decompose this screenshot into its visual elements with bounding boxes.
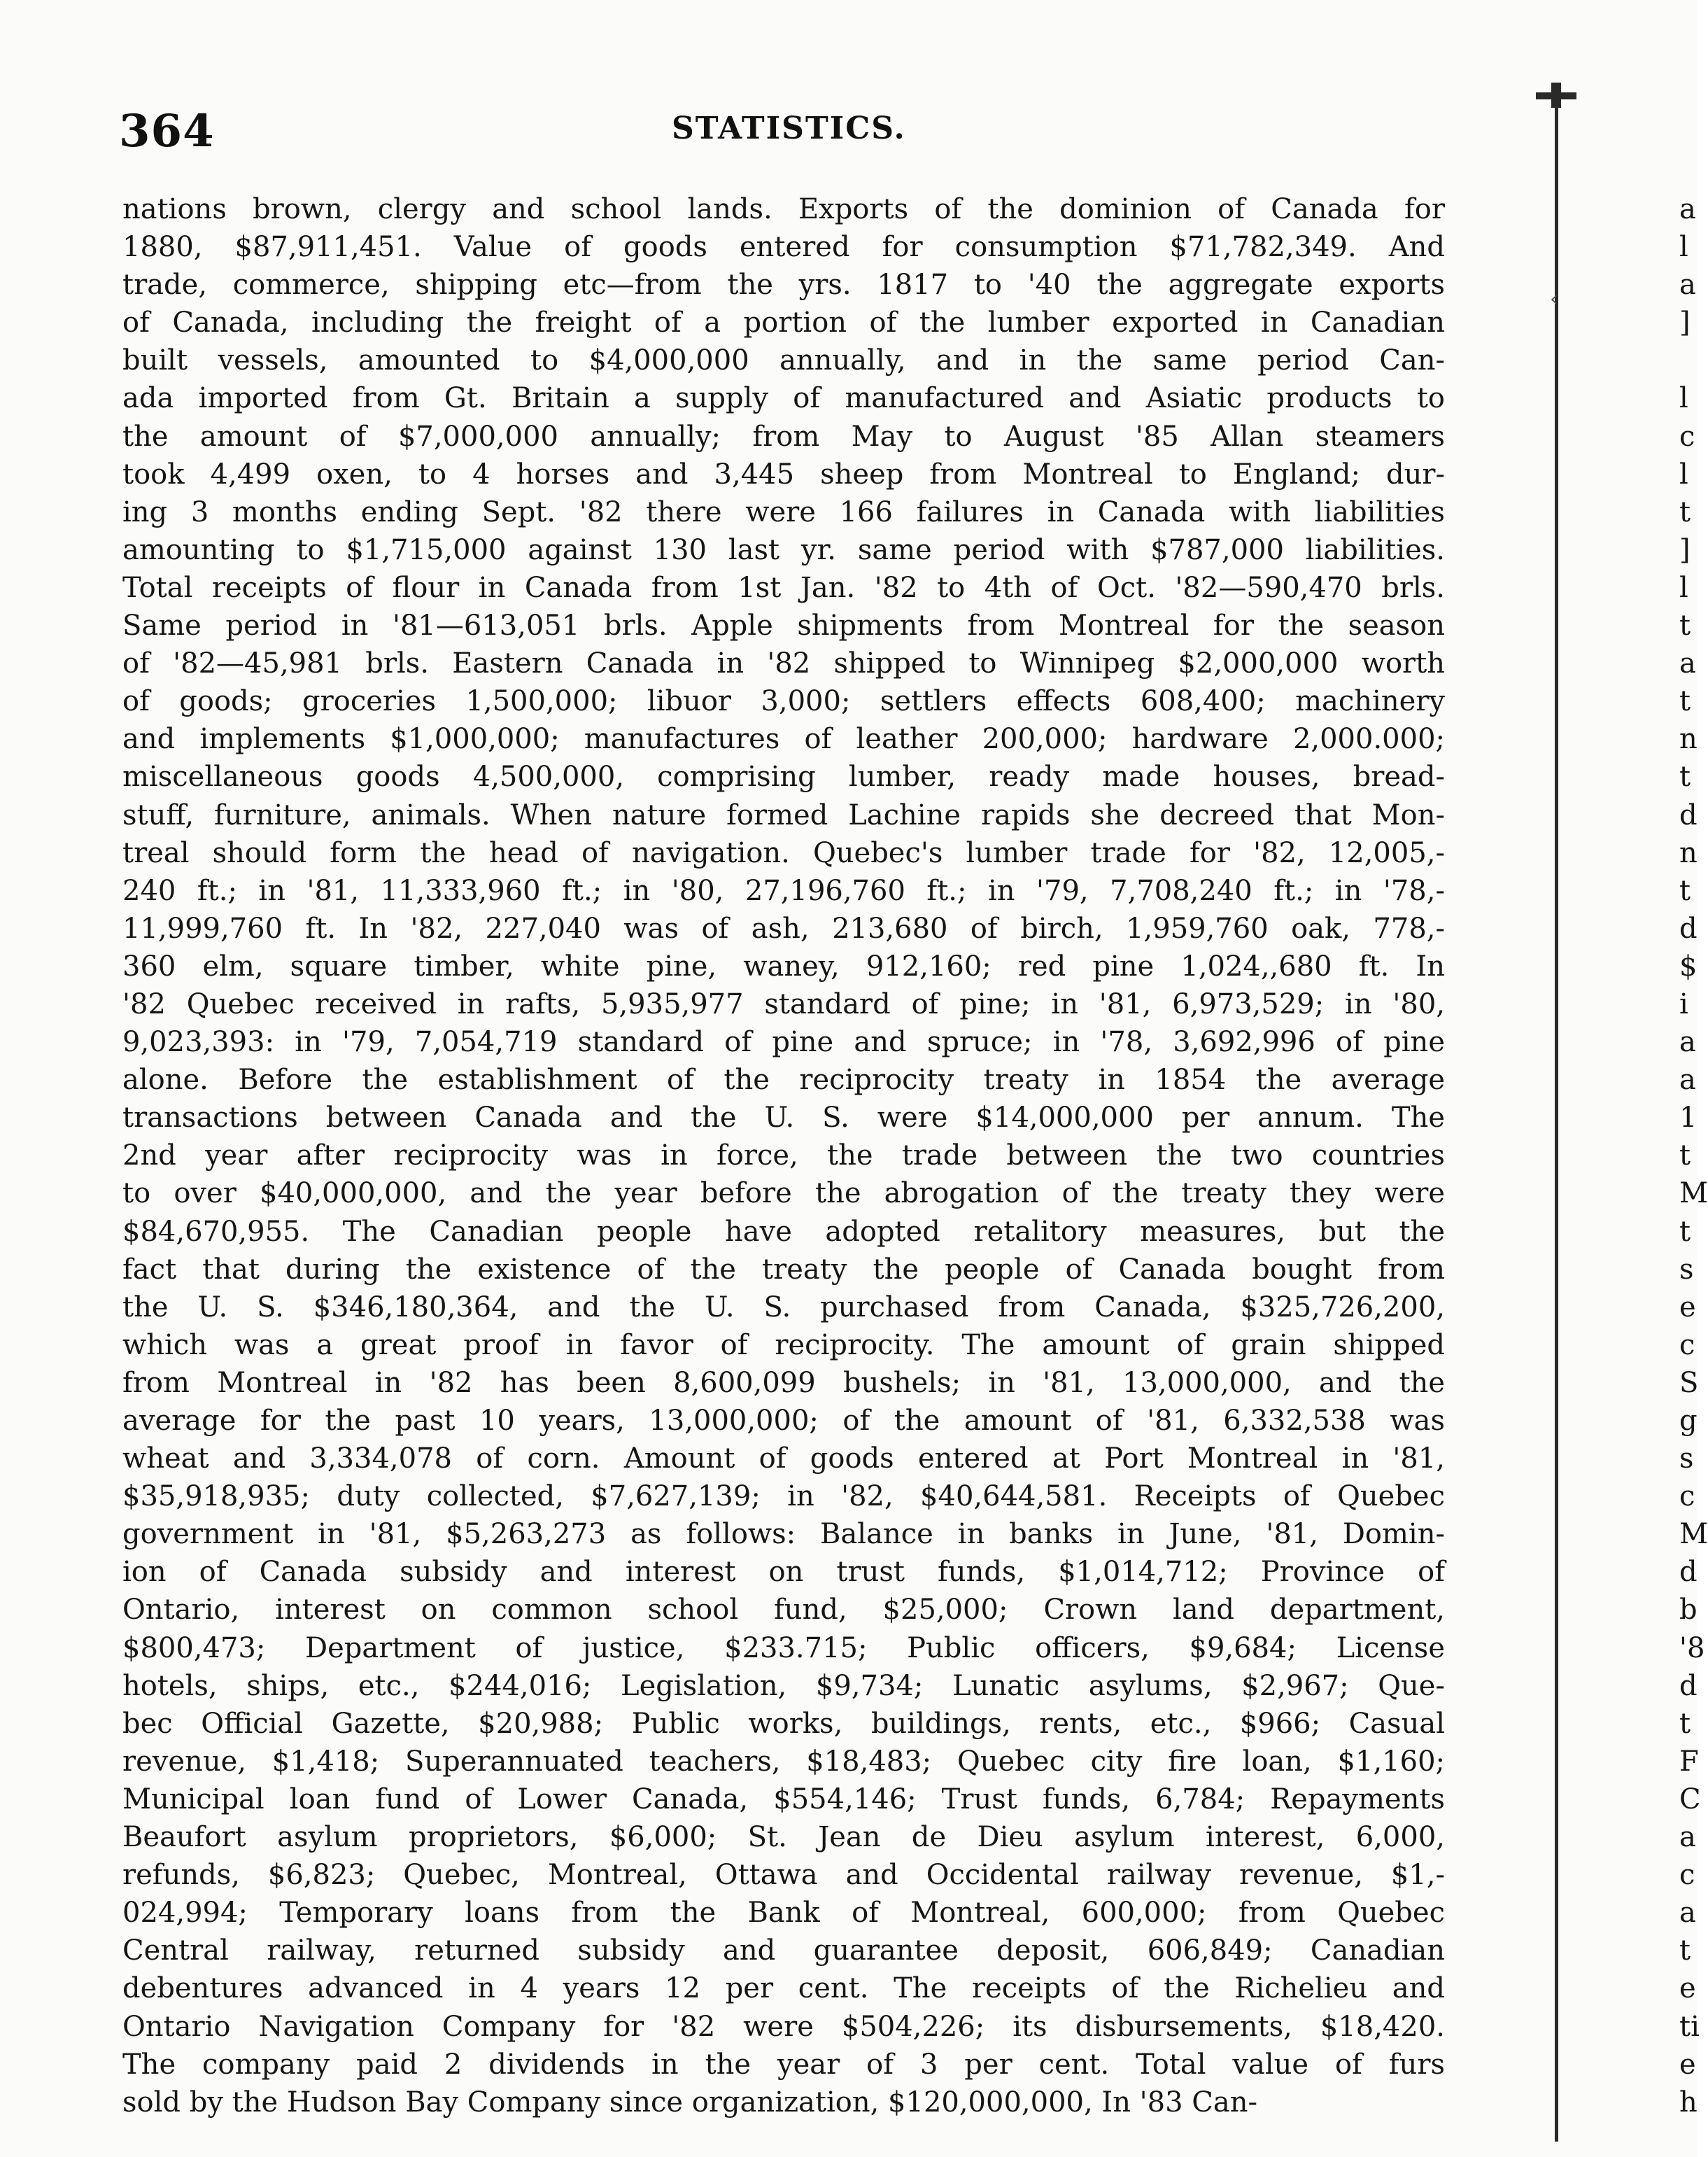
text-line: took 4,499 oxen, to 4 horses and 3,445 sheep from Montreal to England; dur- — [122, 458, 1445, 491]
next-page-fragment: a — [1679, 1064, 1696, 1097]
next-page-fragment: c — [1679, 420, 1695, 453]
margin-mark: ‹ — [1550, 287, 1558, 311]
next-page-fragment: l — [1679, 231, 1688, 264]
next-page-fragment: c — [1679, 1480, 1695, 1513]
next-page-fragment: n — [1679, 836, 1698, 869]
next-page-fragment: M — [1679, 1518, 1708, 1551]
text-line: of '82—45,981 brls. Eastern Canada in '82 shipped to Winnipeg $2,000,000 worth — [122, 647, 1445, 680]
text-line: wheat and 3,334,078 of corn. Amount of goods entered at Port Montreal in '81, — [122, 1442, 1445, 1475]
text-line: amounting to $1,715,000 against 130 last yr. same period with $787,000 liabilities. — [122, 533, 1445, 566]
text-line: government in '81, $5,263,273 as follows: Balance in banks in June, '81, Domin- — [122, 1518, 1445, 1551]
next-page-fragment: S — [1679, 1366, 1699, 1399]
text-line: from Montreal in '82 has been 8,600,099 bushels; in '81, 13,000,000, and the — [122, 1366, 1445, 1399]
text-line: $84,670,955. The Canadian people have adopted retalitory measures, but the — [122, 1215, 1445, 1248]
text-line: ion of Canada subsidy and interest on trust funds, $1,014,712; Province of — [122, 1556, 1445, 1589]
next-page-fragment: t — [1679, 1707, 1691, 1740]
next-page-fragment: s — [1679, 1442, 1694, 1475]
text-line: Central railway, returned subsidy and guarantee deposit, 606,849; Canadian — [122, 1934, 1445, 1967]
text-line: 9,023,393: in '79, 7,054,719 standard of pine and spruce; in '78, 3,692,996 of pine — [122, 1026, 1445, 1059]
text-line: 360 elm, square timber, white pine, waney, 912,160; red pine 1,024,,680 ft. In — [122, 950, 1445, 983]
next-page-fragment: g — [1679, 1405, 1698, 1437]
next-page-fragment: 1 — [1679, 1102, 1698, 1134]
next-page-fragment: t — [1679, 1215, 1691, 1248]
text-line: hotels, ships, etc., $244,016; Legislation, $9,734; Lunatic asylums, $2,967; Que- — [122, 1669, 1445, 1702]
text-line: stuff, furniture, animals. When nature formed Lachine rapids she decreed that Mon- — [122, 799, 1445, 831]
next-page-fragment: M — [1679, 1177, 1708, 1210]
page-number: 364 — [119, 105, 215, 157]
text-line: nations brown, clergy and school lands. Exports of the dominion of Canada for — [122, 193, 1445, 225]
next-page-fragment: t — [1679, 1139, 1691, 1172]
next-page-fragment: d — [1679, 799, 1698, 831]
text-line: Municipal loan fund of Lower Canada, $554,146; Trust funds, 6,784; Repayments — [122, 1783, 1445, 1815]
text-line: Ontario Navigation Company for '82 were $504,226; its disbursements, $18,420. — [122, 2010, 1445, 2043]
text-line: $35,918,935; duty collected, $7,627,139; in '82, $40,644,581. Receipts of Quebec — [122, 1480, 1445, 1513]
text-line: transactions between Canada and the U. S. were $14,000,000 per annum. The — [122, 1102, 1445, 1134]
next-page-fragment: $ — [1679, 950, 1698, 983]
next-page-fragment: a — [1679, 1821, 1696, 1854]
text-line: 11,999,760 ft. In '82, 227,040 was of ash, 213,680 of birch, 1,959,760 oak, 778,- — [122, 912, 1445, 945]
next-page-edge — [1679, 190, 1708, 2119]
text-line: 240 ft.; in '81, 11,333,960 ft.; in '80, 27,196,760 ft.; in '79, 7,708,240 ft.; in '78,- — [122, 874, 1445, 907]
next-page-fragment: s — [1679, 1253, 1694, 1286]
text-line: the U. S. $346,180,364, and the U. S. purchased from Canada, $325,726,200, — [122, 1291, 1445, 1323]
text-line: ada imported from Gt. Britain a supply of manufactured and Asiatic products to — [122, 382, 1445, 415]
body-text — [122, 190, 1445, 2121]
text-line: ing 3 months ending Sept. '82 there were 166 failures in Canada with liabilities — [122, 496, 1445, 528]
text-line: $800,473; Department of justice, $233.715; Public officers, $9,684; License — [122, 1631, 1445, 1664]
text-line: 2nd year after reciprocity was in force, the trade between the two countries — [122, 1139, 1445, 1172]
text-line: treal should form the head of navigation. Quebec's lumber trade for '82, 12,005,- — [122, 836, 1445, 869]
text-line: miscellaneous goods 4,500,000, comprising lumber, ready made houses, bread- — [122, 761, 1445, 794]
gutter-tick-mark — [1551, 83, 1561, 108]
text-line: refunds, $6,823; Quebec, Montreal, Ottawa and Occidental railway revenue, $1,- — [122, 1859, 1445, 1892]
next-page-fragment: d — [1679, 1556, 1698, 1589]
text-line: sold by the Hudson Bay Company since organization, $120,000,000, In '83 Can- — [122, 2086, 1258, 2119]
text-line: of Canada, including the freight of a portion of the lumber exported in Canadian — [122, 307, 1445, 339]
text-line: Beaufort asylum proprietors, $6,000; St. Jean de Dieu asylum interest, 6,000, — [122, 1821, 1445, 1854]
next-page-fragment: t — [1679, 685, 1691, 718]
text-line: to over $40,000,000, and the year before the abrogation of the treaty they were — [122, 1177, 1445, 1210]
next-page-fragment: h — [1679, 2086, 1698, 2119]
next-page-fragment: t — [1679, 496, 1691, 528]
next-page-fragment: a — [1679, 193, 1696, 225]
text-line: trade, commerce, shipping etc—from the yrs. 1817 to '40 the aggregate exports — [122, 269, 1445, 302]
next-page-fragment: l — [1679, 571, 1688, 604]
next-page-fragment: e — [1679, 2048, 1696, 2081]
text-line: the amount of $7,000,000 annually; from May to August '85 Allan steamers — [122, 420, 1445, 453]
gutter-rule — [1555, 84, 1558, 2142]
next-page-fragment: a — [1679, 269, 1696, 302]
text-line: Ontario, interest on common school fund, $25,000; Crown land department, — [122, 1594, 1445, 1626]
text-line: '82 Quebec received in rafts, 5,935,977 standard of pine; in '81, 6,973,529; in '80, — [122, 988, 1445, 1020]
next-page-fragment: i — [1679, 988, 1688, 1020]
next-page-fragment — [1679, 342, 1697, 379]
text-line: average for the past 10 years, 13,000,000; of the amount of '81, 6,332,538 was — [122, 1405, 1445, 1437]
text-line: fact that during the existence of the treaty the people of Canada bought from — [122, 1253, 1445, 1286]
text-line: 024,994; Temporary loans from the Bank of Montreal, 600,000; from Quebec — [122, 1897, 1445, 1930]
text-line: alone. Before the establishment of the reciprocity treaty in 1854 the average — [122, 1064, 1445, 1097]
next-page-fragment: F — [1679, 1745, 1699, 1778]
text-line: revenue, $1,418; Superannuated teachers, $18,483; Quebec city fire loan, $1,160; — [122, 1745, 1445, 1778]
next-page-fragment: a — [1679, 1026, 1696, 1059]
text-line: The company paid 2 dividends in the year of 3 per cent. Total value of furs — [122, 2048, 1445, 2081]
next-page-fragment: c — [1679, 1328, 1695, 1361]
text-line: Same period in '81—613,051 brls. Apple shipments from Montreal for the season — [122, 610, 1445, 642]
next-page-fragment: t — [1679, 761, 1691, 794]
next-page-fragment: ti — [1679, 2010, 1700, 2043]
text-line: and implements $1,000,000; manufactures of leather 200,000; hardware 2,000.000; — [122, 723, 1445, 756]
next-page-fragment: ] — [1679, 307, 1691, 339]
next-page-fragment: '8 — [1679, 1631, 1705, 1664]
next-page-fragment: d — [1679, 1669, 1698, 1702]
next-page-fragment: c — [1679, 1859, 1695, 1892]
text-line: bec Official Gazette, $20,988; Public works, buildings, rents, etc., $966; Casual — [122, 1707, 1445, 1740]
next-page-fragment: d — [1679, 912, 1698, 945]
text-line: built vessels, amounted to $4,000,000 annually, and in the same period Can- — [122, 344, 1445, 377]
text-line: Total receipts of flour in Canada from 1st Jan. '82 to 4th of Oct. '82—590,470 brls. — [122, 571, 1445, 604]
next-page-fragment: e — [1679, 1291, 1696, 1323]
next-page-fragment: ] — [1679, 533, 1691, 566]
next-page-fragment: a — [1679, 647, 1696, 680]
text-line: debentures advanced in 4 years 12 per cent. The receipts of the Richelieu and — [122, 1972, 1445, 2005]
text-line: of goods; groceries 1,500,000; libuor 3,000; settlers effects 608,400; machinery — [122, 685, 1445, 718]
text-line: which was a great proof in favor of reciprocity. The amount of grain shipped — [122, 1328, 1445, 1361]
next-page-fragment: l — [1679, 382, 1688, 415]
next-page-fragment: C — [1679, 1783, 1701, 1815]
next-page-fragment: t — [1679, 874, 1691, 907]
next-page-fragment: l — [1679, 458, 1688, 491]
next-page-fragment: n — [1679, 723, 1698, 756]
running-head: STATISTICS. — [672, 111, 906, 146]
next-page-fragment: t — [1679, 1934, 1691, 1967]
text-line: 1880, $87,911,451. Value of goods entered for consumption $71,782,349. And — [122, 231, 1445, 264]
next-page-fragment: e — [1679, 1972, 1696, 2005]
next-page-fragment: t — [1679, 610, 1691, 642]
next-page-fragment: b — [1679, 1594, 1698, 1626]
next-page-fragment: a — [1679, 1897, 1696, 1930]
